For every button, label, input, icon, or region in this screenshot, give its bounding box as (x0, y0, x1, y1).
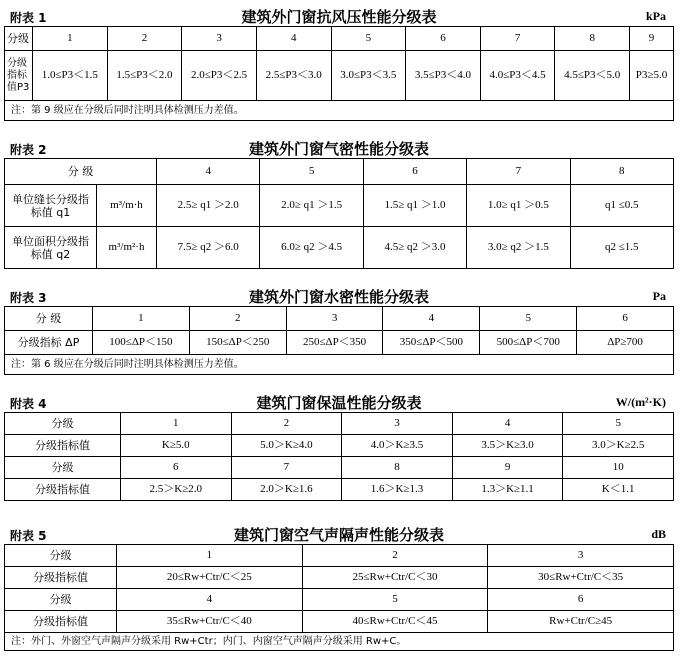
grade-cell: 2 (189, 307, 286, 331)
value-cell: 1.5≥ q1 ＞1.0 (363, 185, 466, 227)
grade-cell: 8 (570, 159, 673, 185)
value-cell: 1.5≤P3＜2.0 (107, 51, 182, 101)
grade-header: 分级 (5, 589, 117, 611)
value-cell: P3≥5.0 (630, 51, 674, 101)
table3-section (4, 284, 674, 375)
air-tightness-table (4, 158, 674, 269)
table3-title: 建筑外门窗水密性能分级表 (248, 288, 429, 306)
table2-header (4, 136, 674, 158)
wind-pressure-table (4, 26, 674, 121)
table1-label: 附表 1 (10, 11, 47, 25)
value-cell: 1.0≤P3＜1.5 (33, 51, 108, 101)
table5-header (4, 522, 674, 544)
value-cell: 2.5≤P3＜3.0 (256, 51, 331, 101)
value-cell: 30≤Rw+Ctr/C＜35 (488, 567, 674, 589)
value-cell: 150≤ΔP＜250 (189, 331, 286, 355)
grade-cell: 8 (555, 27, 630, 51)
grade-cell: 5 (302, 589, 488, 611)
table4-header (4, 390, 674, 412)
table1-title: 建筑外门窗抗风压性能分级表 (241, 8, 437, 26)
table2-label: 附表 2 (10, 143, 47, 157)
grade-cell: 2 (231, 413, 342, 435)
grade-cell: 1 (121, 413, 232, 435)
grade-header: 分级 (5, 545, 117, 567)
table-row (5, 101, 674, 121)
value-cell: 4.0＞K≥3.5 (342, 435, 453, 457)
table3-header (4, 284, 674, 306)
table-row (5, 27, 674, 51)
value-cell: 3.0≥ q2 ＞1.5 (467, 227, 570, 269)
value-cell: 100≤ΔP＜150 (93, 331, 190, 355)
value-cell: 4.5≤P3＜5.0 (555, 51, 630, 101)
table5-unit: dB (651, 527, 666, 541)
table4-unit: W/(m²·K) (615, 395, 666, 409)
value-cell: q2 ≤1.5 (570, 227, 673, 269)
table-row (5, 633, 674, 651)
row-label: 单位面积分级指标值 q2 (5, 227, 97, 269)
grade-cell: 4 (383, 307, 480, 331)
table-row (5, 479, 674, 501)
grade-cell: 7 (467, 159, 570, 185)
grade-cell: 6 (577, 307, 674, 331)
grade-cell: 10 (563, 457, 674, 479)
grade-cell: 9 (630, 27, 674, 51)
sound-insulation-table (4, 544, 674, 651)
table-row (5, 413, 674, 435)
table2-title: 建筑外门窗气密性能分级表 (248, 140, 429, 158)
unit-cell: m³/m²·h (97, 227, 157, 269)
table5-title: 建筑门窗空气声隔声性能分级表 (233, 526, 444, 544)
grade-cell: 1 (117, 545, 303, 567)
value-cell: 2.0＞K≥1.6 (231, 479, 342, 501)
grade-cell: 6 (121, 457, 232, 479)
table-row (5, 355, 674, 375)
index-header: 分级指标 ΔP (5, 331, 93, 355)
grade-cell: 1 (33, 27, 108, 51)
value-cell: 2.5≥ q1 ＞2.0 (157, 185, 260, 227)
grade-cell: 5 (480, 307, 577, 331)
table5-section (4, 522, 674, 651)
water-tightness-table (4, 306, 674, 375)
value-cell: 1.3＞K≥1.1 (452, 479, 563, 501)
value-cell: 4.0≤P3＜4.5 (480, 51, 555, 101)
value-cell: ΔP≥700 (577, 331, 674, 355)
table1-header (4, 4, 674, 26)
index-header: 分级指标值P3 (5, 51, 33, 101)
table3-unit: Pa (652, 289, 666, 303)
thermal-insulation-table (4, 412, 674, 501)
grade-header: 分级 (5, 413, 121, 435)
table-row (5, 545, 674, 567)
value-cell: 7.5≥ q2 ＞6.0 (157, 227, 260, 269)
table-row (5, 307, 674, 331)
grade-cell: 7 (480, 27, 555, 51)
table-row (5, 611, 674, 633)
grade-cell: 5 (331, 27, 406, 51)
grade-cell: 3 (182, 27, 257, 51)
value-cell: 2.0≥ q1 ＞1.5 (260, 185, 363, 227)
index-header: 分级指标值 (5, 567, 117, 589)
grade-header: 分 级 (5, 159, 157, 185)
grade-cell: 5 (260, 159, 363, 185)
table3-label: 附表 3 (10, 291, 47, 305)
value-cell: 1.6＞K≥1.3 (342, 479, 453, 501)
grade-cell: 6 (363, 159, 466, 185)
value-cell: 1.0≥ q1 ＞0.5 (467, 185, 570, 227)
table1-note: 注：第 9 级应在分级后同时注明具体检测压力差值。 (5, 101, 674, 121)
value-cell: 6.0≥ q2 ＞4.5 (260, 227, 363, 269)
table4-section (4, 390, 674, 501)
index-header: 分级指标值 (5, 479, 121, 501)
value-cell: 35≤Rw+Ctr/C＜40 (117, 611, 303, 633)
grade-cell: 6 (488, 589, 674, 611)
value-cell: 3.5＞K≥3.0 (452, 435, 563, 457)
table4-title: 建筑门窗保温性能分级表 (256, 394, 422, 412)
table-row (5, 227, 674, 269)
value-cell: 2.0≤P3＜2.5 (182, 51, 257, 101)
table1-section (4, 4, 674, 121)
grade-cell: 8 (342, 457, 453, 479)
value-cell: 4.5≥ q2 ＞3.0 (363, 227, 466, 269)
value-cell: Rw+Ctr/C≥45 (488, 611, 674, 633)
grade-cell: 2 (302, 545, 488, 567)
value-cell: 3.0＞K≥2.5 (563, 435, 674, 457)
index-header: 分级指标值 (5, 611, 117, 633)
table1-unit: kPa (645, 9, 666, 23)
table5-note: 注：外门、外窗空气声隔声分级采用 Rw+Ctr；内门、内窗空气声隔声分级采用 Rw+C。 (5, 633, 674, 651)
table-row (5, 185, 674, 227)
table-row (5, 457, 674, 479)
grade-cell: 4 (117, 589, 303, 611)
value-cell: q1 ≤0.5 (570, 185, 673, 227)
value-cell: 40≤Rw+Ctr/C＜45 (302, 611, 488, 633)
index-header: 分级指标值 (5, 435, 121, 457)
table-row (5, 435, 674, 457)
grade-cell: 4 (452, 413, 563, 435)
grade-cell: 4 (157, 159, 260, 185)
value-cell: K＜1.1 (563, 479, 674, 501)
grade-cell: 3 (286, 307, 383, 331)
unit-cell: m³/m·h (97, 185, 157, 227)
grade-cell: 9 (452, 457, 563, 479)
row-label: 单位缝长分级指标值 q1 (5, 185, 97, 227)
table-row (5, 331, 674, 355)
grade-header: 分级 (5, 457, 121, 479)
value-cell: 3.5≤P3＜4.0 (406, 51, 481, 101)
table4-label: 附表 4 (10, 397, 47, 411)
grade-cell: 4 (256, 27, 331, 51)
grade-cell: 5 (563, 413, 674, 435)
value-cell: 2.5＞K≥2.0 (121, 479, 232, 501)
grade-cell: 2 (107, 27, 182, 51)
value-cell: 5.0＞K≥4.0 (231, 435, 342, 457)
grade-cell: 6 (406, 27, 481, 51)
grade-header: 分级 (5, 27, 33, 51)
table2-section (4, 136, 674, 269)
value-cell: K≥5.0 (121, 435, 232, 457)
value-cell: 3.0≤P3＜3.5 (331, 51, 406, 101)
table-row (5, 51, 674, 101)
table-row (5, 159, 674, 185)
value-cell: 350≤ΔP＜500 (383, 331, 480, 355)
grade-cell: 3 (342, 413, 453, 435)
value-cell: 500≤ΔP＜700 (480, 331, 577, 355)
value-cell: 20≤Rw+Ctr/C＜25 (117, 567, 303, 589)
table-row (5, 567, 674, 589)
grade-header: 分 级 (5, 307, 93, 331)
table-row (5, 589, 674, 611)
value-cell: 250≤ΔP＜350 (286, 331, 383, 355)
table3-note: 注：第 6 级应在分级后同时注明具体检测压力差值。 (5, 355, 674, 375)
grade-cell: 3 (488, 545, 674, 567)
table5-label: 附表 5 (10, 529, 47, 543)
value-cell: 25≤Rw+Ctr/C＜30 (302, 567, 488, 589)
grade-cell: 7 (231, 457, 342, 479)
grade-cell: 1 (93, 307, 190, 331)
